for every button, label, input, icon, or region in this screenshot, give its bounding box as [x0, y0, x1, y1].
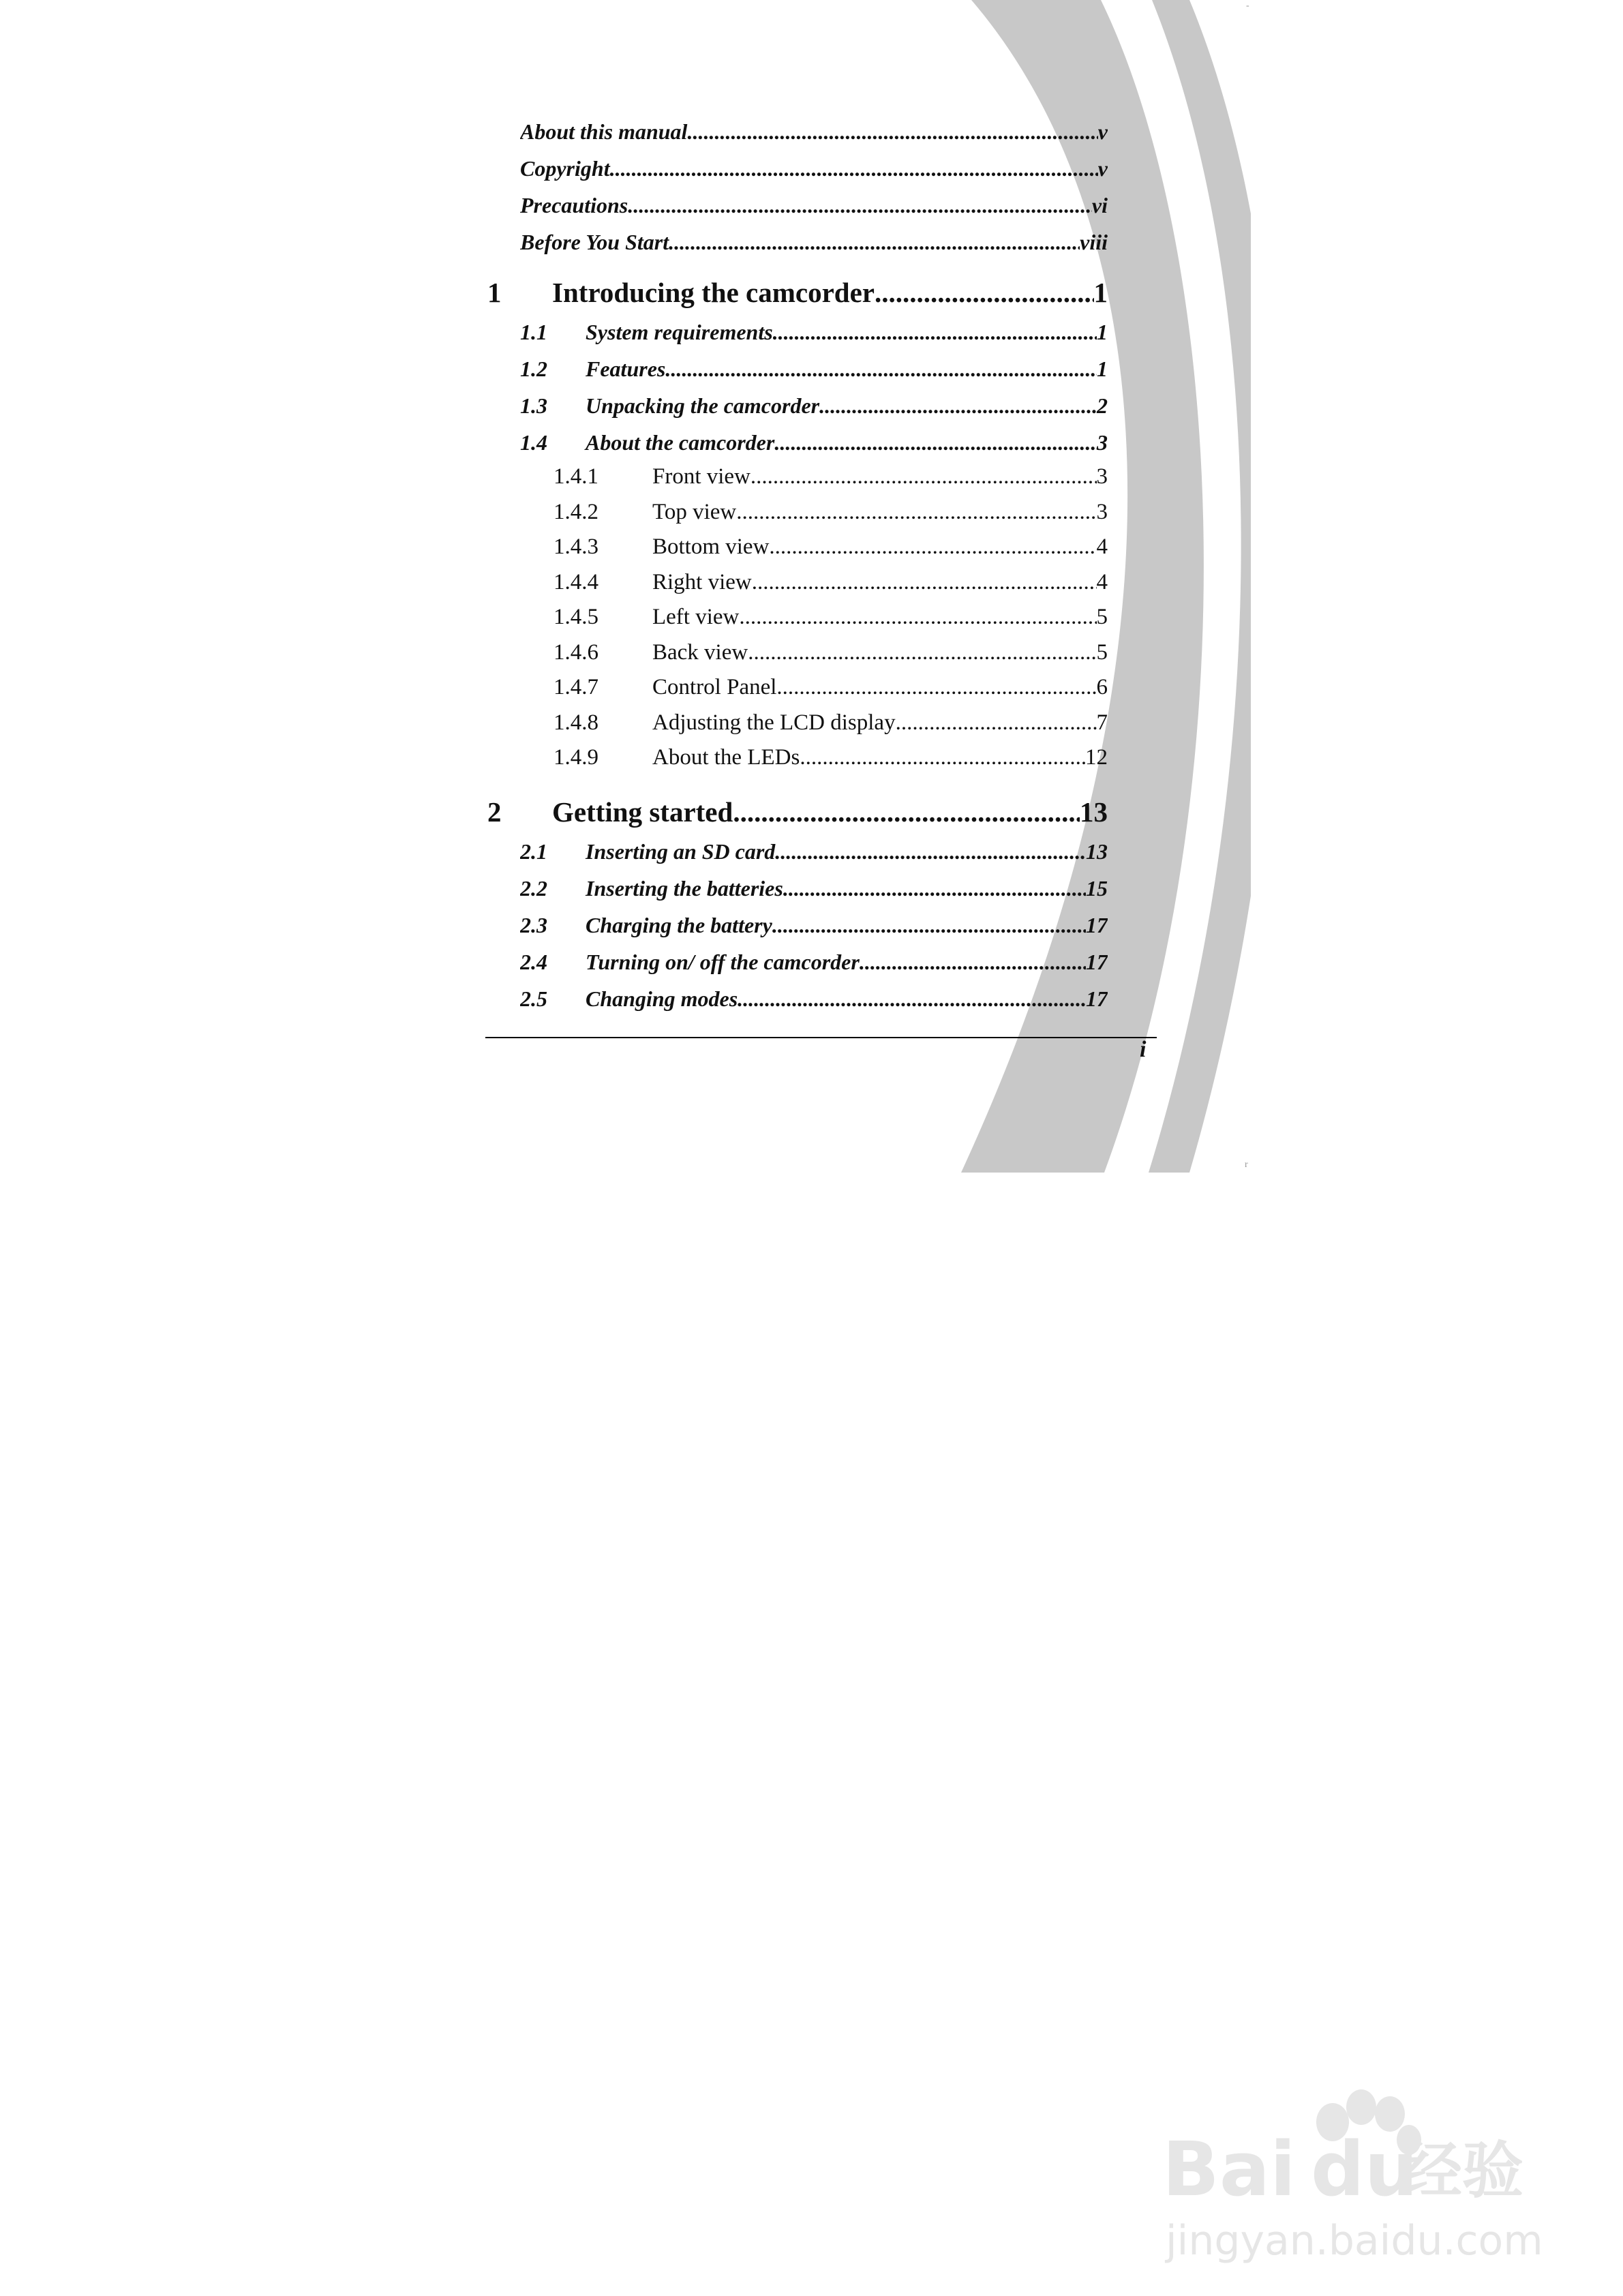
watermark-suffix: 经验 [1401, 2135, 1523, 2207]
toc-section[interactable] [520, 876, 1108, 901]
toc-entry-title: Unpacking the camcorder [586, 393, 820, 418]
toc-entry-title: Getting started [552, 796, 733, 828]
toc-entry-number: 1.4.9 [553, 745, 598, 770]
toc-dot-leader [748, 640, 1096, 665]
toc-dot-leader [610, 156, 1098, 181]
toc-section[interactable] [520, 913, 1108, 938]
toc-subsection[interactable] [553, 570, 1108, 595]
toc-dot-leader [769, 534, 1096, 560]
toc-section[interactable] [520, 986, 1108, 1012]
crop-mark-top: - [1246, 1, 1249, 11]
toc-dot-leader [736, 500, 1096, 525]
toc-entry-page: 1 [1097, 320, 1108, 344]
toc-entry-title: Changing modes [586, 986, 738, 1011]
toc-entry-title: About the camcorder [586, 430, 775, 455]
toc-entry-title: Left view [652, 605, 740, 629]
toc-entry-number: 1.4.8 [553, 710, 598, 735]
toc-dot-leader [783, 876, 1086, 901]
toc-entry-page: viii [1080, 230, 1108, 254]
toc-entry-page: 13 [1086, 839, 1108, 864]
watermark-url: jingyan.baidu.com [1166, 2217, 1543, 2265]
toc-dot-leader [669, 230, 1080, 255]
toc-entry-title: Top view [652, 499, 737, 524]
toc-entry-page: 7 [1096, 710, 1108, 735]
toc-entry-number: 2 [487, 796, 502, 828]
toc-entry-number: 1.2 [520, 357, 547, 381]
toc-dot-leader [739, 605, 1096, 630]
toc-entry-title: Precautions [520, 193, 628, 217]
toc-entry-title: Right view [652, 569, 752, 594]
baidu-jingyan-watermark [1162, 2069, 1544, 2274]
toc-subsection[interactable] [553, 500, 1108, 525]
toc-entry-title: Introducing the camcorder [552, 277, 875, 308]
toc-subsection[interactable] [553, 640, 1108, 665]
toc-subsection[interactable] [553, 675, 1108, 700]
toc-entry-page: 1 [1093, 277, 1108, 308]
toc-entry-page: v [1097, 156, 1108, 181]
toc-entry-number: 1 [487, 277, 502, 308]
toc-subsection[interactable] [553, 464, 1108, 489]
toc-entry-title: Adjusting the LCD display [652, 710, 896, 735]
toc-entry-title: Inserting the batteries [586, 875, 783, 901]
toc-dot-leader [628, 193, 1092, 218]
toc-entry-number: 1.4.1 [553, 464, 598, 489]
toc-front-matter-item[interactable] [520, 119, 1108, 145]
toc-entry-page: 17 [1086, 912, 1108, 937]
toc-section[interactable] [520, 393, 1108, 419]
toc-entry-number: 2.1 [520, 839, 547, 864]
watermark-brand-left: Bai [1162, 2126, 1296, 2213]
toc-entry-page: 2 [1097, 393, 1108, 418]
toc-entry-number: 1.1 [520, 320, 547, 344]
toc-entry-number: 1.3 [520, 393, 547, 418]
toc-dot-leader [665, 357, 1097, 382]
toc-entry-number: 2.4 [520, 949, 547, 974]
toc-entry-page: 4 [1096, 569, 1108, 594]
toc-entry-page: 5 [1096, 605, 1108, 629]
toc-entry-title: Turning on/ off the camcorder [586, 949, 860, 974]
toc-entry-page: 15 [1086, 875, 1108, 901]
toc-section[interactable] [520, 357, 1108, 382]
watermark-brand-right: du [1311, 2126, 1419, 2213]
toc-entry-title: About the LEDs [652, 745, 800, 770]
toc-dot-leader [875, 276, 1094, 309]
toc-section[interactable] [520, 430, 1108, 455]
toc-section[interactable] [520, 950, 1108, 975]
toc-entry-number: 1.4.4 [553, 569, 598, 594]
toc-entry-page: 12 [1085, 745, 1108, 770]
page-number: i [1140, 1037, 1147, 1062]
toc-entry-title: Front view [652, 464, 750, 489]
toc-section[interactable] [520, 320, 1108, 345]
toc-entry-page: 4 [1096, 534, 1108, 559]
toc-entry-title: Charging the battery [586, 912, 772, 937]
toc-entry-number: 1.4.7 [553, 675, 598, 699]
toc-entry-page: 1 [1097, 357, 1108, 381]
toc-subsection[interactable] [553, 745, 1108, 770]
toc-dot-leader [733, 796, 1080, 828]
toc-dot-leader [773, 320, 1097, 345]
toc-entry-title: Bottom view [652, 534, 770, 559]
toc-entry-number: 1.4.3 [553, 534, 598, 559]
toc-dot-leader [776, 675, 1096, 700]
toc-entry-title: Control Panel [652, 675, 777, 699]
toc-entry-number: 1.4.6 [553, 639, 598, 665]
toc-front-matter-item[interactable] [520, 193, 1108, 218]
toc-dot-leader [752, 570, 1097, 595]
toc-dot-leader [819, 393, 1097, 419]
toc-entry-title: Before You Start [520, 230, 669, 254]
toc-front-matter-item[interactable] [520, 230, 1108, 255]
toc-entry-number: 2.3 [520, 912, 547, 937]
footer-rule [485, 1037, 1157, 1038]
toc-entry-title: Copyright [520, 156, 610, 181]
toc-dot-leader [750, 464, 1097, 489]
toc-subsection[interactable] [553, 710, 1108, 736]
toc-entry-page: 5 [1096, 639, 1108, 665]
toc-front-matter-item[interactable] [520, 156, 1108, 181]
toc-entry-number: 1.4 [520, 430, 547, 455]
toc-entry-page: 3 [1096, 464, 1108, 489]
toc-entry-number: 2.5 [520, 986, 547, 1011]
toc-entry-page: 13 [1080, 796, 1108, 828]
toc-entry-title: Back view [652, 639, 748, 665]
toc-entry-number: 1.4.5 [553, 605, 598, 629]
toc-subsection[interactable] [553, 534, 1108, 560]
toc-chapter[interactable] [487, 796, 1108, 828]
toc-section[interactable] [520, 839, 1108, 864]
toc-entry-title: Features [586, 357, 666, 381]
toc-entry-page: v [1097, 119, 1108, 144]
toc-dot-leader [896, 710, 1097, 736]
toc-entry-page: 17 [1086, 986, 1108, 1011]
toc-dot-leader [775, 839, 1086, 864]
toc-entry-page: 6 [1096, 675, 1108, 699]
toc-entry-title: Inserting an SD card [586, 839, 776, 864]
toc-entry-page: 3 [1097, 430, 1108, 455]
toc-dot-leader [687, 119, 1097, 145]
toc-chapter[interactable] [487, 276, 1108, 309]
toc-entry-number: 2.2 [520, 875, 547, 901]
toc-subsection[interactable] [553, 605, 1108, 630]
toc-entry-number: 1.4.2 [553, 499, 598, 524]
toc-dot-leader [774, 430, 1097, 455]
toc-dot-leader [772, 913, 1086, 938]
toc-dot-leader [800, 745, 1085, 770]
toc-dot-leader [738, 986, 1086, 1012]
crop-mark-bottom: r [1245, 1160, 1248, 1170]
toc-entry-page: 3 [1096, 499, 1108, 524]
toc-dot-leader [860, 950, 1086, 975]
toc-entry-title: About this manual [520, 119, 688, 144]
toc-entry-title: System requirements [586, 320, 773, 344]
toc-entry-page: 17 [1086, 949, 1108, 974]
toc-entry-page: vi [1091, 193, 1108, 217]
